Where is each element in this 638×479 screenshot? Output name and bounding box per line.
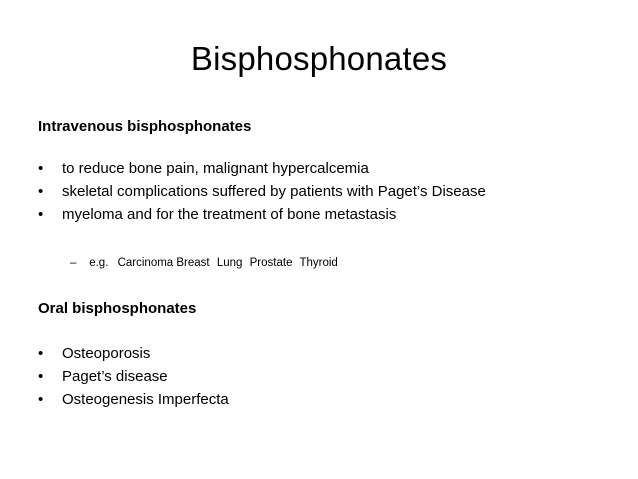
- example-item: Prostate: [249, 257, 293, 269]
- section-heading-intravenous: Intravenous bisphosphonates: [38, 118, 252, 135]
- slide-title: Bisphosphonates: [190, 40, 448, 77]
- example-item: Lung: [216, 257, 243, 269]
- dash-icon: –: [70, 257, 77, 269]
- bullet-text: Paget’s disease: [62, 368, 168, 385]
- bullet-icon: •: [38, 345, 44, 362]
- example-subitem: [70, 254, 342, 272]
- bullet-icon: •: [38, 160, 44, 177]
- bullet-text: to reduce bone pain, malignant hypercalcemia: [62, 160, 369, 177]
- bullet-icon: •: [38, 183, 44, 200]
- bullet-text: myeloma and for the treatment of bone metastasis: [62, 206, 397, 223]
- bullet-text: Osteoporosis: [62, 345, 151, 362]
- bullet-icon: •: [38, 368, 44, 385]
- section-heading-oral: Oral bisphosphonates: [38, 300, 197, 317]
- example-prefix: e.g.: [89, 257, 109, 269]
- bullet-text: skeletal complications suffered by patients with Paget’s Disease: [62, 183, 486, 200]
- bullet-text: Osteogenesis Imperfecta: [62, 391, 229, 408]
- example-list: [118, 254, 342, 272]
- example-item: Thyroid: [299, 257, 338, 269]
- bullet-icon: •: [38, 391, 44, 408]
- example-item: Carcinoma Breast: [117, 257, 210, 269]
- bullet-icon: •: [38, 206, 44, 223]
